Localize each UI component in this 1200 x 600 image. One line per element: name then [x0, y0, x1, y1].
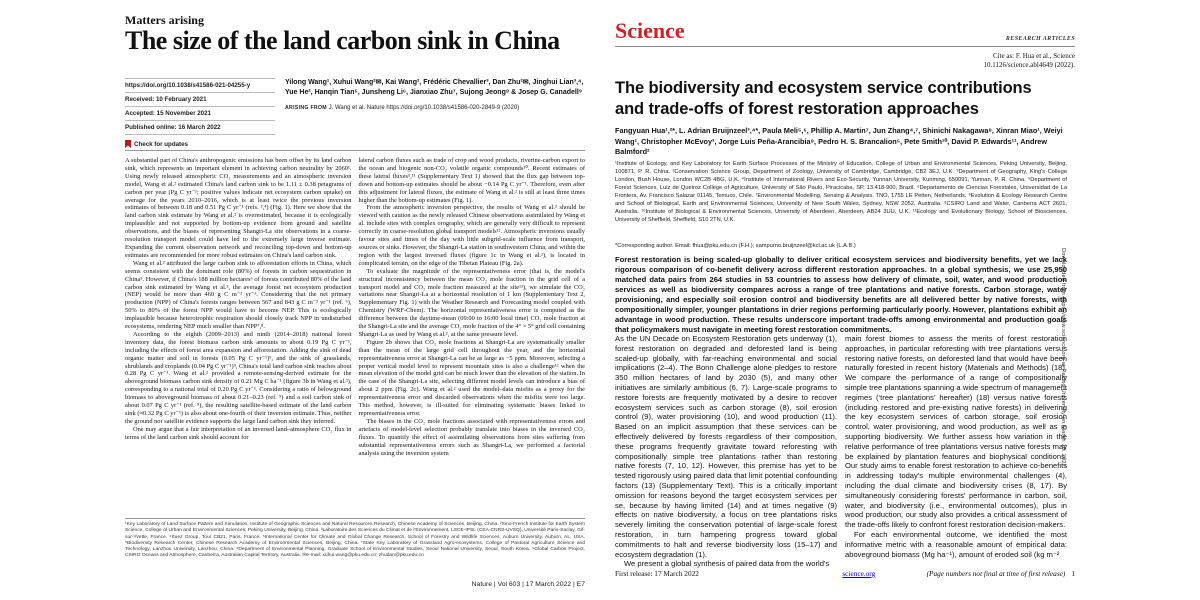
science-logo: Science	[615, 18, 685, 43]
check-for-updates-button[interactable]	[125, 135, 275, 148]
article-kicker: Matters arising	[125, 13, 204, 27]
body-paragraph: We present a global synthesis of paired data from the world's	[624, 559, 830, 569]
arising-from-reference[interactable]: J. Wang et al. Nature https://doi.org/10.1038/s41586-020-2849-9 (2020)	[328, 105, 520, 112]
body-paragraph: Figure 2b shows that CO₂ mole fractions at Shangri-La are systematically smaller than the mean of the large grid cell throughout the year, and the horizontal representativeness error at Shangri-La can be as large as −5 ppm. Moreover, selecting a proper vertical model level to represent mountain sites is also a challenge¹² when the mean elevation of the model grid can be much lower than the elevation of the station. In the case of the Shangri-La site, selecting different model levels can introduce a bias of about 2 ppm (Fig. 2c). Wang et al.² used the model–data misfits as a proxy for the representativeness error and discarded observations when the misfits were too large. This method, however, is ill-suited for eliminating systematic biases linked to representativeness error.	[358, 338, 585, 417]
article-body	[615, 334, 1067, 569]
science-org-link[interactable]: science.org	[842, 569, 876, 578]
article-body	[125, 150, 585, 516]
download-watermark: Downloaded from https://www.science.org at Peking University on March 18, 2022	[1060, 248, 1066, 467]
arising-from-line	[285, 105, 585, 111]
author-list: Yilong Wang¹, Xuhui Wang²✉, Kai Wang², Frédéric Chevallier³, Dan Zhu²✉, Jinghui Lian³,⁴, Yue He², Hanqin Tian⁵, Junsheng Li⁶, Jianxiao Zhu⁷, Sujong Jeong⁸ & Josep G. Canadell⁹	[285, 79, 584, 97]
cite-as-line1: Cite as: F. Hua et al., Science	[992, 52, 1075, 60]
body-paragraph: According to the eighth (2009–2013) and ninth (2014–2018) national forest inventory data, the forest biomass carbon sink amounts to about 0.19 Pg C yr⁻¹, including the effects of forest area expansion and afforestation. Adding the sink of dead organic matter and soil in forests (0.05 Pg C yr⁻¹)⁹, and the sink of grasslands, shrublands and croplands (0.04 Pg C yr⁻¹)⁹, China's total land carbon sink reaches about 0.28 Pg C yr⁻¹. Wang et al.² provided a remote-sensing-derived estimate for the aboveground biomass carbon sink density of 0.21 Mg C ha⁻¹ (figure 3b in Wang et al.²), corresponding to a national total of 0.20 Pg C yr⁻¹. Considering a ratio of belowground biomass to aboveground biomass of about 0.21–0.23 (ref. ⁹) and a soil carbon sink of about 0.07 Pg C yr⁻¹ (ref. ⁹), the resulting satellite-based estimate of the land carbon sink (≈0.32 Pg C yr⁻¹) is also about one-fourth of their inversion estimate. Thus, neither the ground nor satellite evidence supports the large land carbon sink they inferred.	[125, 330, 352, 425]
body-paragraph: Wang et al.² attributed the large carbon sink to afforestation efforts in China, which seems consistent with the dominant role (80%) of forests in carbon sequestration in China⁵. However, if China's 188 million hectares⁶ of forests contributed 80% of the land carbon sink estimated by Wang et al.², the average forest net ecosystem production (NEP) would be more than 460 g C m⁻² yr⁻¹. Considering that the net primary production (NPP) of China's forests ranges between 567 and 843 g C m⁻² yr⁻¹ (ref. ⁶), 50% to 80% of the forest NPP would have to become NEP. This is ecologically implausible because heterotrophic respiration should closely track NPP in undisturbed ecosystems, rendering NEP much smaller than NPP⁷,⁸.	[125, 259, 352, 331]
science-paper-page	[600, 0, 1200, 600]
accepted-date: Accepted: 15 November 2021	[125, 107, 275, 121]
body-paragraph: To evaluate the magnitude of the representativeness error (that is, the model's structural inconsistency between the mean CO₂ mole fraction in the grid cell of a transport model and CO₂ mole fraction measured at the site¹³), we simulate the CO₂ variations near Shangri-La at a horizontal resolution of 1 km (Supplementary Text 2, Supplementary Fig. 1) with the Weather Research and Forecasting model coupled with Chemistry (WRF-Chem). The horizontal representativeness error is computed as the difference between the daytime-mean (09:00 to 16:00 local time) CO₂ mole fraction at the Shangri-La site and the average CO₂ mole fraction of the 4° × 5° grid cell containing Shangri-La as used by Wang et al.², at the same pressure level.	[358, 267, 585, 338]
cite-as-block	[615, 52, 1075, 70]
article-meta-block	[125, 78, 585, 148]
author-list: Fangyuan Hua¹,²*, L. Adrian Bruijnzeel³,⁴*, Paula Meli⁵,⁶, Phillip A. Martin⁷, Jun Zhang⁴,⁷, Shinichi Nakagawa⁸, Xinran Miao¹, Weiyi Wang¹, Christopher McEvoy³, Jorge Luis Peña-Arancibia⁹, Pedro H. S. Brancalion⁵, Pete Smith¹⁰, David P. Edwards¹¹, Andrew Balmford²	[615, 126, 1063, 157]
page-title: The biodiversity and ecosystem service contributions and trade-offs of forest restoration approaches	[615, 79, 1032, 118]
body-column-2	[359, 157, 586, 516]
affiliations: ¹Institute of Ecology, and Key Laboratory for Earth Surface Processes of the Ministry of Education, College of Urban and Environmental Sciences, Peking University, Beijing, 100871, P. R. China. ²Conservation Science Group, Department of Zoology, University of Cambridge, Cambridge, CB2 3EJ, U.K. ³Department of Geography, King's College London, Bush House, London WC2B 4BG, U.K. ⁴Institute of International Rivers and Eco-Security, Yunnan University, Kunming, 650091, Yunnan, P. R. China. ⁵Department of Forest Sciences, Luiz de Queiroz College of Agriculture, University of São Paulo, Piracicaba, SP, 13.418-900, Brazil. ⁶Departamento de Ciencias Forestales, Universidad de La Frontera, Av. Francisco Salazar 01145, Temuco, Chile. ⁷Environmental Modelling, Sensing & Analysis, TNO, 1755 LE Petten, Netherlands. ⁸Evolution & Ecology Research Centre and School of Biological, Earth and Environmental Sciences, University of New South Wales, Sydney, NSW 2052, Australia. ⁹CSIRO Land and Water, Canberra ACT 2601, Australia. ¹⁰Institute of Biological & Environmental Sciences, University of Aberdeen, Aberdeen, AB24 3UU, U.K. ¹¹Ecology and Evolutionary Biology, School of Biosciences, University of Sheffield, Sheffield, S10 2TN, U.K.	[615, 161, 1067, 223]
page-footer	[615, 569, 1075, 578]
journal-footer: Nature | Vol 603 | 17 March 2022 | E7	[471, 581, 585, 588]
journal-header	[615, 20, 1075, 47]
cite-as-line2: 10.1126/science.abl4649 (2022).	[983, 61, 1075, 70]
doi-link[interactable]: https://doi.org/10.1038/s41586-021-04255-y	[125, 78, 275, 93]
body-paragraph: From the atmospheric inversion perspective, the results of Wang et al.² should be viewed with caution as the newly released Chinese observations assimilated by Wang et al. include sites with complex orography, which are generally very difficult to represent correctly in coarse-resolution global transport models¹². Atmospheric inversions usually favour sites and times of the day with little subgrid-scale influence from transport, sources or sinks. However, the Shangri-La station in southwestern China, and within the region with the largest inversed fluxes (figure 1c in Wang et al.²), is located in complicated terrain, on the edge of the Tibetan Plateau (Fig. 2a).	[358, 204, 585, 267]
body-paragraph: For each environmental outcome, we identified the most informative metric with a reasonable amount of empirical data: aboveground biomass (Mg ha⁻¹), amount of eroded soil (kg m⁻²	[845, 529, 1067, 559]
body-column-1	[615, 334, 837, 569]
body-column-1	[125, 157, 352, 516]
author-block	[285, 78, 585, 148]
body-paragraph: The biases in the CO₂ mole fractions associated with representativeness errors and artefacts of model-level selection probably translate into biases in the inversed CO₂ fluxes. To quantify the effect of assimilating observations from sites suffering from substantial representativeness errors such as Shangri-La, we performed a factorial analysis using the inversion system	[358, 417, 585, 457]
body-paragraph: main forest biomes to assess the merits of forest restoration approaches, in particular reforesting with tree plantations versus restoring native forests, on deforested land that would have been naturally forested in recent history (Materials and Methods) (18). We compare the performance of a range of compositionally simple tree plantations spanning a wide spectrum of management regimes (‘tree plantations’ hereafter) (18) versus native forests (including restored and pre-existing native forests) in delivering the key ecosystem services of carbon storage, soil erosion control, water provisioning, and wood production, as well as in supporting biodiversity. We further assess how variation in the relative performance of tree plantations versus native forests may be explained by plantation features and biophysical conditions. Our study aims to enable forest restoration to achieve co-benefits in addressing today's multiple environmental challenges (4), including the dual climate and biodiversity crises (8, 17). By simultaneously considering forests' performance in carbon, soil, water, and biodiversity (i.e., environmental outcomes), plus in wood production, our study also provides a critical assessment of the trade-offs likely to confront forest restoration decision-makers.	[845, 334, 1067, 530]
meta-column	[125, 78, 275, 148]
page-numbers-note: (Page numbers not final at time of first release)	[926, 569, 1066, 578]
corresponding-author-line: *Corresponding author. Email: fhua@pku.edu.cn (F.H.); sampurno.bruijnzeel@kcl.ac.uk (L.A.B.)	[615, 243, 856, 249]
received-date: Received: 10 February 2021	[125, 93, 275, 107]
page-number: 1	[1071, 569, 1075, 578]
abstract: Forest restoration is being scaled-up globally to deliver critical ecosystem services and biodiversity benefits, yet we lack rigorous comparison of co-benefit delivery across different restoration approaches. In a global synthesis, we use 25,950 matched data pairs from 264 studies in 53 countries to assess how delivery of climate, soil, water, and wood production services as well as biodiversity compares across a range of tree plantations and native forests. Carbon storage, water provisioning, and especially soil erosion control and biodiversity benefits are all delivered better by native forests, with compositionally simpler, younger plantations in drier regions performing particularly poorly. However, plantations exhibit an advantage in wood production. These results underscore important trade-offs among environmental and production goals that policymakers must navigate in meeting forest restoration commitments.	[615, 255, 1067, 334]
page-title: The size of the land carbon sink in China	[125, 26, 560, 55]
section-label: RESEARCH ARTICLES	[1005, 36, 1075, 42]
body-paragraph: As the UN Decade on Ecosystem Restoration gets underway (1), forest restoration on degraded and deforested land is being scaled-up globally, with far-reaching environmental and social implications (2–4). The Bonn Challenge alone pledges to restore 350 million hectares of land by 2030 (5), and many other initiatives are similarly ambitious (6, 7). Large-scale programs to restore forests are frequently motivated by a desire to recover ecosystem services such as carbon storage (8), soil erosion control (9), water provisioning (10), and wood production (11). Based on an implicit assumption that these services can be effectively delivered by forests regardless of their composition, these programs frequently gravitate toward reforesting with compositionally simple tree plantations rather than restoring native forests (7, 10, 12). However, this premise has yet to be tested rigorously using paired data that limit potential confounding factors (13) (Supplementary Text). This is a critically important omission for reasons beyond the target ecosystem services per se, because by having limited (14) and at times negative (9) effects on native biodiversity, a focus on tree plantations risks severely limiting the conservation potential of large-scale forest restoration, in turn hampering progress toward global commitments to halt and reverse biodiversity loss (15–17) and ecosystem degradation (1).	[615, 334, 837, 559]
arising-from-label: ARISING FROM	[285, 105, 327, 112]
first-release-date: First release: 17 March 2022	[615, 569, 699, 578]
body-column-2	[845, 334, 1067, 562]
affiliations-footnote: ¹Key Laboratory of Land Surface Pattern and Simulation, Institute of Geographic Sciences and Natural Resources Research, Chinese Academy of Sciences, Beijing, China. ²Sino-French Institute for Earth System Science, College of Urban and Environmental Sciences, Peking University, Beijing, China. ³Laboratoire des Sciences du Climat et de l'Environnement, LSCE-IPSL (CEA-CNRS-UVSQ), Université Paris-Saclay, Gif-sur-Yvette, France. ⁴Suez Group, Tour CB21, Paris, France. ⁵International Center for Climate and Global Change Research, School of Forestry and Wildlife Sciences, Auburn University, Auburn, AL, USA. ⁶Biodiversity Research Center, Chinese Research Academy of Environmental Sciences, Beijing, China. ⁷State Key Laboratory of Grassland Agro-ecosystems, College of Pastoral Agriculture Science and Technology, Lanzhou University, Lanzhou, China. ⁸Department of Environmental Planning, Graduate School of Environmental Studies, Seoul National University, Seoul, South Korea. ⁹Global Carbon Project, CSIRO Oceans and Atmosphere, Canberra, Australian Capital Territory, Australia. ✉e-mail: xuhui.wang@pku.edu.cn; zhudan@pku.edu.cn	[125, 518, 585, 578]
published-date: Published online: 16 March 2022	[125, 121, 275, 135]
body-paragraph: lateral carbon fluxes such as trade of crop and wood products, riverine-carbon export to the ocean and biogenic non-CO₂ volatile organic compounds¹⁰. Recent estimates of these lateral fluxes⁵,¹¹ (Supplementary Text 1) showed that the flux gap between top-down and bottom-up estimates should be about −0.14 Pg C yr⁻¹. Therefore, even after this adjustment for lateral fluxes, the estimate of Wang et al.² is still at least three times higher than the bottom-up estimates (Fig. 1).	[358, 157, 585, 204]
crossmark-icon	[125, 140, 131, 148]
body-paragraph: A substantial part of China's anthropogenic emissions has been offset by its land carbon sink, which represents an important element in achieving carbon neutrality by 2060¹. Using newly released atmospheric CO₂ measurements and an atmospheric inversion model, Wang et al.² estimated China's land carbon sink to be 1.11 ± 0.38 petagrams of carbon per year (Pg C yr⁻¹; positive values indicate net ecosystem carbon uptake) on average for the years 2010–2016, which is at least twice the previous inversion estimates of between 0.18 and 0.51 Pg C yr⁻¹ (refs. ³,⁴) (Fig. 1). Here we show that the land carbon sink estimate by Wang et al.² is overestimated, because it is ecologically implausible and not supported by bottom-up evidence from ground and satellite observations, and the biases of representing Shangri-La site observations in a coarse-resolution transport model could have led to the extremely large inverse estimate. Expanding the current observation network and reconciling top-down and bottom-up estimates are recommended for more robust estimates on China's land carbon sink.	[125, 157, 352, 259]
check-for-updates-label: Check for updates	[134, 140, 188, 148]
body-paragraph: One may argue that a fair interpretation of an inversed land–atmosphere CO₂ flux in terms of the land carbon sink should account for	[125, 425, 352, 441]
